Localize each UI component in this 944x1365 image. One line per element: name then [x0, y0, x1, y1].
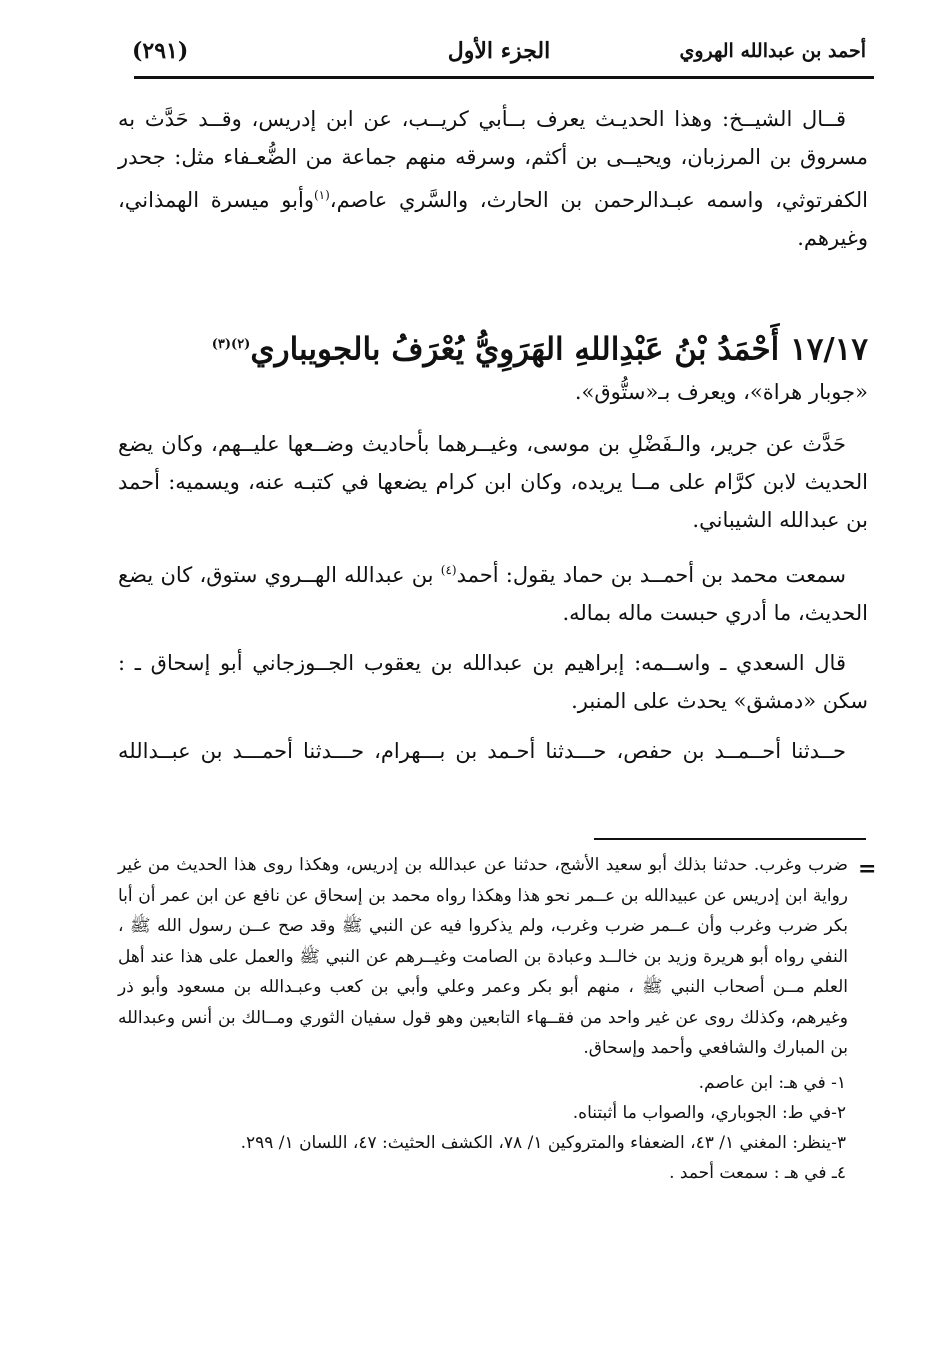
footnote-ref: (١)	[313, 188, 330, 202]
paragraph-text-end: بن عبدالله الهــروي ستوق، كان يضع الحديث، ما أدري حبست ماله بماله.	[118, 563, 868, 626]
paragraph-text: قــال الشيــخ: وهذا الحديـث يعرف بــأبي كريــب، عن ابن إدريس، وقــد حَدَّث به مسروق بن المرزبان، ويحيــى بن أكثم، وسرقه منهم جماعة من الضُّعـفاء مثل: جحدر الكفرتوثي، واسمه عبـدالرحمن بن الحارث، والسَّري عاصم،	[118, 107, 868, 212]
footnote-item: ٤ـ في هـ : سمعت أحمد .	[669, 1162, 846, 1183]
paragraph-saadi: قال السعدي ـ واســمه: إبراهيم بن عبدالله بن يعقوب الجــوزجاني أبو إسحاق ـ : سكن «دمشق» يحدث على المنبر.	[118, 651, 868, 714]
page-number: (٢٩١)	[132, 38, 189, 64]
header-rule	[134, 76, 874, 79]
page-header	[132, 34, 866, 74]
paragraph-hearing	[118, 551, 868, 632]
paragraph-text-end: وأبو ميسرة الهمذاني، وغيرهم.	[118, 188, 868, 250]
running-title: أحمد بن عبدالله الهروي	[679, 40, 866, 62]
entry-subline: «جوبار هراة»، ويعرف بـ«ستُّوق».	[574, 380, 868, 405]
entry-title-text: ١٧/١٧ أَحْمَدُ بْنُ عَبْدِاللهِ الهَرَوِيُّ يُعْرَفُ بالجويباري	[250, 331, 868, 368]
footnote-list	[118, 1068, 848, 1188]
paragraph-sheikh-statement	[118, 100, 868, 257]
paragraph-narration: حَدَّث عن جرير، والـفَضْلِ بن موسى، وغيــرهما بأحاديث وضــعها عليــهم، وكان يضع الحديث لابن كرَّام على مــا يريده، وكان ابن كرام يضعها في كتبـه عنه، ويسميه: أحمد بن عبدالله الشيباني.	[118, 432, 868, 533]
paragraph-isnad: حــدثنا أحــمــد بن حفص، حـــدثنا أحـمد بن بـــهرام، حـــدثنا أحمـــد بن عبــدالله	[118, 739, 846, 764]
footnotes	[118, 850, 848, 1188]
footnote-continuation: ضرب وغرب. حدثنا بذلك أبو سعيد الأشج، حدثنا عن عبدالله بن إدريس، وهكذا روى هذا الحديث من غير رواية ابن إدريس عن عبيدالله بن عــمر نحو هذا وهكذا رواه محمد بن إسحاق عن نافع عن ابن عمر أن أبا بكر ضرب وغرب وأن عــمر ضرب وغرب، ولم يذكروا فيه عن النبي ﷺ وقد صح عــن رسول الله ﷺ ، النفي رواه أبو هريرة وزيد بن خالــد وعبادة بن الصامت وغيــرهم عن النبي ﷺ والعمل على هذا عند أهل العلم مــن أصحاب النبي ﷺ ، منهم أبو بكر وعمر وعلي وأبي بن كعب وعبـدالله بن مسعود وأبو ذر وغيرهم، وكذلك روى عن غير واحد من فقــهاء التابعين وهو قول سفيان الثوري ومــالك بن أنس وعبدالله بن المبارك والشافعي وأحمد وإسحاق.	[118, 855, 848, 1058]
footnote-item: ١- في هـ: ابن عاصم.	[698, 1072, 846, 1093]
footnote-item: ٣-ينظر: المغني ١/ ٤٣، الضعفاء والمتروكين ١/ ٧٨، الكشف الحثيث: ٤٧، اللسان ١/ ٢٩٩.	[240, 1132, 846, 1153]
main-text	[118, 100, 868, 770]
footnote-separator	[594, 838, 866, 840]
entry-footnote-refs: (٢)(٣)	[211, 337, 251, 352]
paragraph-text: سمعت محمد بن أحمــد بن حماد يقول: أحمد	[456, 563, 846, 588]
footnote-ref: (٤)	[440, 563, 457, 578]
continuation-mark: =	[858, 856, 877, 882]
volume-title: الجزء الأول	[447, 38, 551, 64]
entry-heading	[118, 323, 868, 371]
footnote-item: ٢-في ط: الجوباري، والصواب ما أثبتناه.	[572, 1102, 846, 1123]
